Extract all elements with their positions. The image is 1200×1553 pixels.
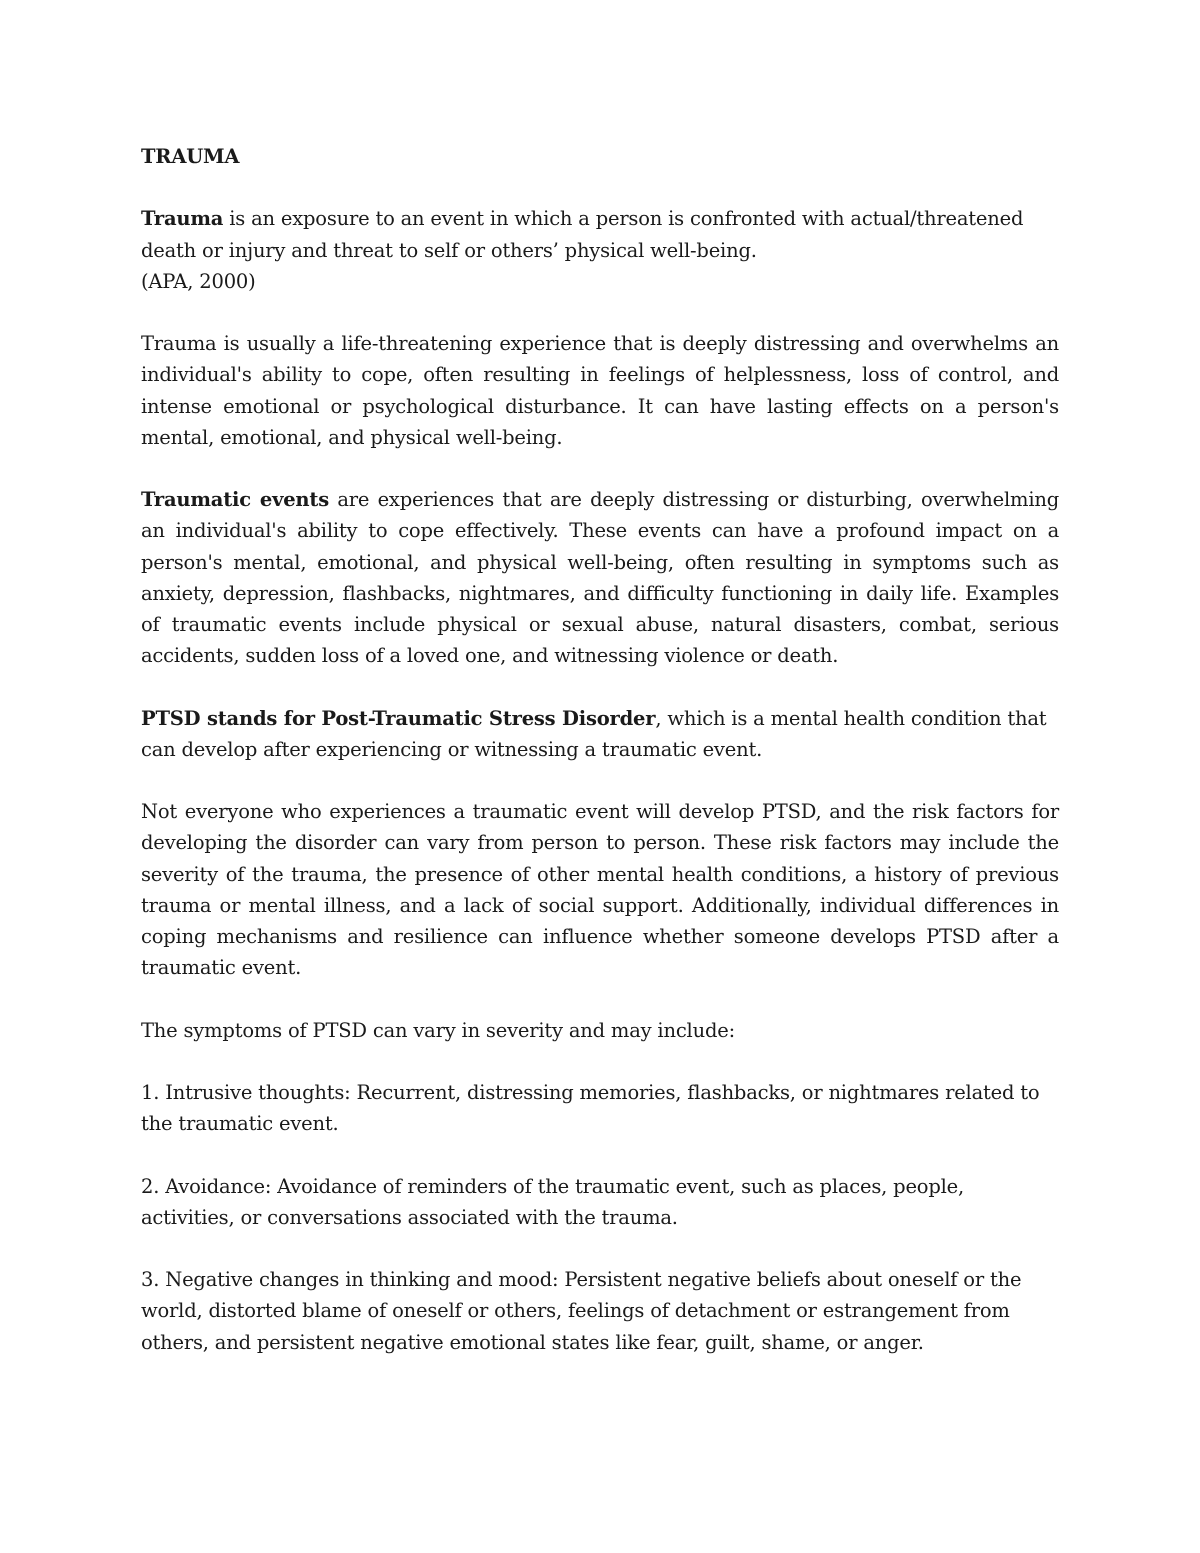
paragraph-ptsd-definition <box>141 703 1059 765</box>
document-title: TRAUMA <box>141 145 240 168</box>
trauma-definition-text: is an exposure to an event in which a person is confronted with actual/threatened death or injury and threat to self or others’ physical well-being. <box>141 207 1024 262</box>
term-ptsd: PTSD stands for Post-Traumatic Stress Disorder <box>141 706 656 730</box>
document-title-block <box>141 141 1059 172</box>
symptom-avoidance: 2. Avoidance: Avoidance of reminders of the traumatic event, such as places, people, activities, or conversations associated with the trauma. <box>141 1174 964 1229</box>
term-trauma: Trauma <box>141 207 224 231</box>
list-item <box>141 1171 1059 1233</box>
risk-factors-text: Not everyone who experiences a traumatic event will develop PTSD, and the risk factors for developing the disorder can vary from person to person. These risk factors may include the severity of the trauma, the presence of other mental health conditions, a history of previous trauma or mental illness, and a lack of social support. Additionally, individual differences in coping mechanisms and resilience can influence whether someone develops PTSD after a traumatic event. <box>141 800 1059 980</box>
paragraph-trauma-description <box>141 328 1059 453</box>
paragraph-trauma-definition <box>141 203 1059 297</box>
paragraph-symptoms-intro <box>141 1015 1059 1046</box>
trauma-description-text: Trauma is usually a life-threatening experience that is deeply distressing and overwhelms an individual's ability to cope, often resulting in feelings of helplessness, loss of control, and intense emotional or psychological disturbance. It can have lasting effects on a person's mental, emotional, and physical well-being. <box>141 332 1059 449</box>
document-body <box>141 141 1059 1389</box>
paragraph-traumatic-events <box>141 484 1059 671</box>
paragraph-risk-factors <box>141 796 1059 983</box>
symptom-negative-changes: 3. Negative changes in thinking and mood: Persistent negative beliefs about oneself or the world, distorted blame of oneself or others, feelings of detachment or estrangement from others, and persistent negative emotional states like fear, guilt, shame, or anger. <box>141 1268 1022 1354</box>
symptoms-intro-text: The symptoms of PTSD can vary in severity and may include: <box>141 1018 735 1042</box>
ptsd-definition-text: , which is a mental health condition that can develop after experiencing or witnessing a traumatic event. <box>141 706 1047 761</box>
traumatic-events-text: are experiences that are deeply distressing or disturbing, overwhelming an individual's ability to cope effectively. These events can have a profound impact on a person's mental, emotional, and physical well-being, often resulting in symptoms such as anxiety, depression, flashbacks, nightmares, and difficulty functioning in daily life. Examples of traumatic events include physical or sexual abuse, natural disasters, combat, serious accidents, sudden loss of a loved one, and witnessing violence or death. <box>141 488 1060 668</box>
list-item <box>141 1264 1059 1358</box>
term-traumatic-events: Traumatic events <box>141 488 329 512</box>
symptom-intrusive-thoughts: 1. Intrusive thoughts: Recurrent, distressing memories, flashbacks, or nightmares related to the traumatic event. <box>141 1080 1040 1136</box>
list-item <box>141 1077 1059 1139</box>
citation: (APA, 2000) <box>141 269 256 293</box>
